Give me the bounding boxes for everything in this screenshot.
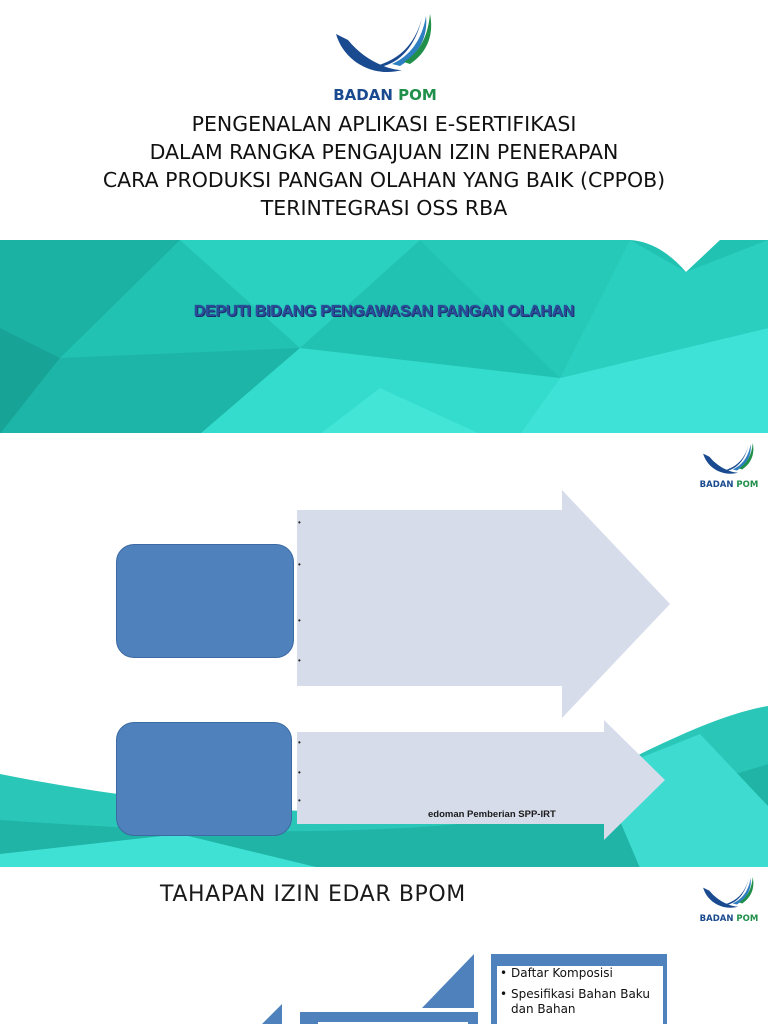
- logo-word-badan: BADAN: [699, 480, 734, 490]
- badan-pom-logo: [330, 12, 440, 104]
- arrow1-bullet-4: •: [298, 656, 301, 665]
- logo-word-pom: POM: [736, 914, 759, 924]
- slide-title: [0, 0, 768, 434]
- logo-wordmark: [330, 86, 440, 104]
- category-box-1: [116, 544, 294, 658]
- arrow1-bullet-3: •: [298, 616, 301, 625]
- logo-word-badan: BADAN: [699, 914, 734, 924]
- slide-overview: [0, 434, 768, 868]
- title-line-3: CARA PRODUKSI PANGAN OLAHAN YANG BAIK (CPPOB): [102, 168, 666, 192]
- slide-stages: [0, 868, 768, 1024]
- logo-word-pom: POM: [736, 480, 759, 490]
- arrow2-bullet-1: •: [298, 738, 301, 747]
- arrow-shape-2: [297, 720, 665, 840]
- presentation-title: [0, 110, 768, 222]
- arrow-shape-1: [297, 490, 670, 718]
- logo-word-pom: POM: [398, 86, 437, 104]
- list-item: • Daftar Komposisi: [497, 966, 663, 981]
- arrow1-bullet-2: •: [298, 560, 301, 569]
- arrow1-bullet-1: •: [298, 518, 301, 527]
- stage-triangle-2: [262, 1004, 282, 1024]
- stage-triangle-1: [422, 954, 474, 1008]
- title-line-1: PENGENALAN APLIKASI E-SERTIFIKASI: [191, 112, 577, 136]
- teal-polygon-band: [0, 238, 768, 434]
- requirements-box: [491, 954, 667, 1024]
- stages-title: TAHAPAN IZIN EDAR BPOM: [160, 882, 466, 907]
- requirements-list: [497, 966, 663, 1024]
- category-box-2: [116, 722, 292, 836]
- list-item: • Spesifikasi Bahan Baku dan Bahan: [497, 987, 663, 1017]
- title-line-4: TERINTEGRASI OSS RBA: [260, 196, 508, 220]
- title-line-2: DALAM RANGKA PENGAJUAN IZIN PENERAPAN: [149, 140, 619, 164]
- badan-pom-logo-icon: [330, 12, 440, 84]
- arrow2-bullet-2: •: [298, 768, 301, 777]
- arrow2-bullet-3: •: [298, 796, 301, 805]
- stage-box: [300, 1012, 478, 1024]
- arrow2-caption: edoman Pemberian SPP-IRT: [428, 809, 556, 820]
- logo-word-badan: BADAN: [333, 86, 393, 104]
- deputy-banner-text: DEPUTI BIDANG PENGAWASAN PANGAN OLAHAN: [193, 303, 575, 320]
